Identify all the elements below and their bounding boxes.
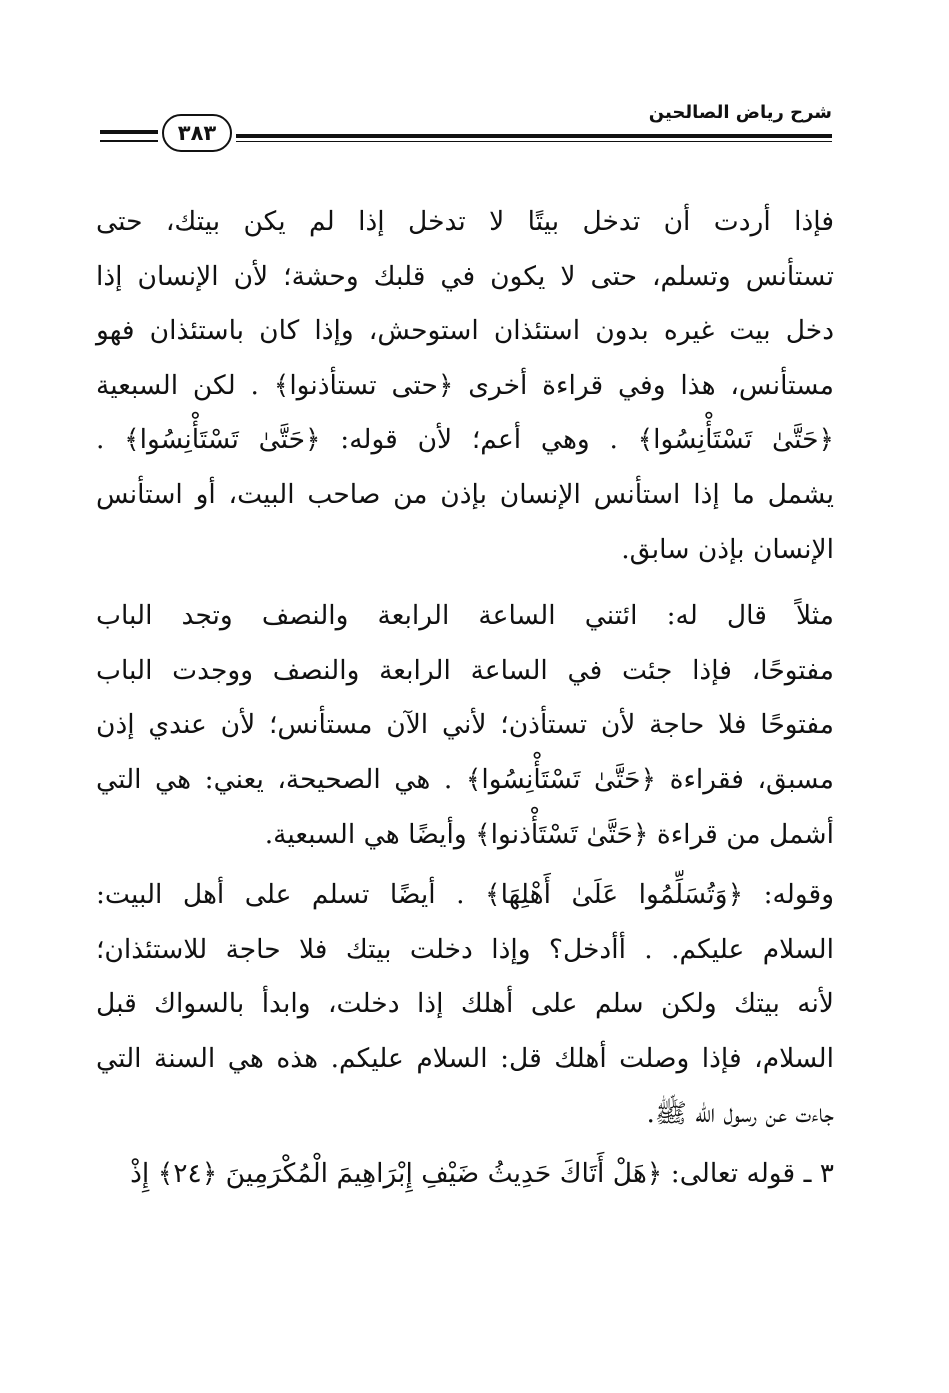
text-line: ٣ ـ قوله تعالى: ﴿هَلْ أَتَاكَ حَدِيثُ ضَيْفِ إِبْرَاهِيمَ الْمُكْرَمِينَ ﴿٢٤﴾ إِذْ [130,1158,834,1190]
book-title: شرح رياض الصالحين [648,102,832,123]
text-line: يشمل ما إذا استأنس الإنسان بإذن من صاحب البيت، أو استأنس [96,478,834,510]
paragraph-2 [96,589,834,862]
page-header [96,100,832,152]
body-text [96,195,834,1202]
paragraph-4 [96,1147,834,1202]
header-rule-long [236,134,832,142]
text-line: مفتوحًا فلا حاجة لأن تستأذن؛ لأني الآن مستأنس؛ لأن عندي إذن [96,709,834,741]
text-line: لأنه بيتك ولكن سلم على أهلك إذا دخلت، وابدأ بالسواك قبل [96,988,834,1020]
text-line: تستأنس وتسلم، حتى لا يكون في قلبك وحشة؛ لأن الإنسان إذا [96,260,834,292]
header-rule-short [100,130,158,142]
paragraph-gap [96,577,834,589]
text-line: وقوله: ﴿وَتُسَلِّمُوا عَلَىٰ أَهْلِهَا﴾ . أيضًا تسلم على أهل البيت: [96,879,834,911]
text-line: ﴿حَتَّىٰ تَسْتَأْنِسُوا﴾ . وهي أعم؛ لأن قوله: ﴿حَتَّىٰ تَسْتَأْنِسُوا﴾ . [96,424,834,456]
text-line: السلام عليكم. . أأدخل؟ وإذا دخلت بيتك فلا حاجة للاستئذان؛ [96,933,834,965]
text-line: فإذا أردت أن تدخل بيتًا لا تدخل إذا لم يكن بيتك، حتى [96,206,834,237]
paragraph-3 [96,868,834,1141]
text-line: الإنسان بإذن سابق. [621,533,834,565]
text-line: مفتوحًا، فإذا جئت في الساعة الرابعة والنصف ووجدت الباب [96,654,834,686]
text-line: مثلاً قال له: ائتني الساعة الرابعة والنصف وتجد الباب [96,600,834,632]
text-line: دخل بيت غيره بدون استئذان استوحش، وإذا كان باستئذان فهو [96,315,834,347]
text-line: السلام، فإذا وصلت أهلك قل: السلام عليكم. هذه هي السنة التي [96,1042,834,1074]
text-line: أشمل من قراءة ﴿حَتَّىٰ تَسْتَأْذنوا﴾ وأيضًا هي السبعية. [264,818,834,850]
text-line: جاءت عن رسول الله ﷺ. [646,1097,834,1129]
text-line: مستأنس، هذا وفي قراءة أخرى ﴿حتى تستأذنوا﴾ . لكن السبعية [96,369,834,401]
page-number: ٣٨٣ [162,114,232,152]
paragraph-1 [96,195,834,577]
text-line: مسبق، فقراءة ﴿حَتَّىٰ تَسْتَأْنِسُوا﴾ . هي الصحيحة، يعني: هي التي [96,763,834,795]
